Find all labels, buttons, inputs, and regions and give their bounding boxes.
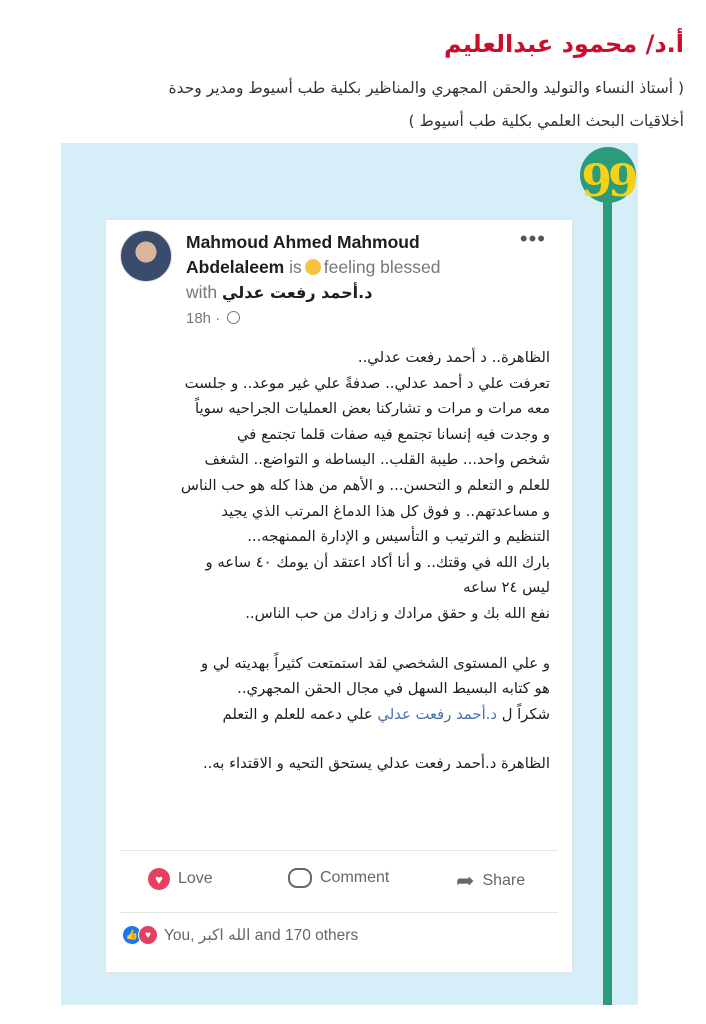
is-text: is <box>289 257 302 277</box>
post-line: و علي المستوى الشخصي لقد استمتعت كثيراً بهديته لي و <box>200 654 550 672</box>
halo-emoji-icon <box>305 259 321 275</box>
author-description-line: أخلاقيات البحث العلمي بكلية طب أسيوط ) <box>408 112 684 130</box>
paragraph-gap <box>110 727 550 751</box>
divider <box>120 850 558 851</box>
heart-icon: ♥ <box>148 868 170 890</box>
share-button[interactable]: ➦ Share <box>456 868 526 893</box>
like-icon: 👍 <box>122 925 142 945</box>
post-line: و وجدت فيه إنسانا تجتمع فيه صفات قلما تجتمع في <box>236 425 550 443</box>
post-line: تعرفت علي د أحمد عدلي.. صدفةً علي غير موعد.. و جلست <box>184 374 550 392</box>
with-text: with <box>186 282 218 302</box>
post-author-name[interactable]: Mahmoud Ahmed Mahmoud Abdelaleem <box>186 232 420 277</box>
avatar[interactable] <box>120 230 172 282</box>
heart-icon: ♥ <box>138 925 158 945</box>
post-line: و مساعدتهم.. و فوق كل هذا الدماغ المرتب الذي يجيد <box>221 502 550 520</box>
feeling-text: feeling blessed <box>323 257 441 277</box>
tagged-friend-link[interactable]: د.أحمد رفعت عدلي <box>377 705 497 723</box>
post-line: هو كتابه البسيط السهل في مجال الحقن المجهري.. <box>237 680 550 698</box>
author-name: أ.د/ محمود عبدالعليم <box>444 30 684 58</box>
post-header <box>186 230 516 305</box>
quote-accent-line <box>603 190 612 1005</box>
reactions-text: You, الله اكبر and 170 others <box>164 926 359 944</box>
post-line: معه مرات و مرات و تشاركنا بعض العمليات الجراحيه سوياً <box>194 400 550 418</box>
post-line: نفع الله بك و حقق مرادك و زادك من حب الناس.. <box>245 604 550 622</box>
post-body <box>110 345 550 777</box>
paragraph-gap <box>110 627 550 651</box>
tagged-friend[interactable]: د.أحمد رفعت عدلي <box>222 283 373 302</box>
divider <box>120 912 558 913</box>
post-line: الظاهرة د.أحمد رفعت عدلي يستحق التحيه و الاقتداء به.. <box>202 755 550 773</box>
globe-icon <box>227 311 240 324</box>
comment-button[interactable]: Comment <box>288 868 389 888</box>
post-line: بارك الله في وقتك.. و أنا أكاد اعتقد أن يومك ٤٠ ساعه و <box>205 553 550 571</box>
post-line: للعلم و التعلم و التحسن... و الأهم من هذا كله هو حب الناس <box>180 476 550 494</box>
facebook-post-card <box>106 220 572 972</box>
reactions-summary[interactable] <box>122 925 358 945</box>
post-line: التنظيم و الترتيب و التأسيس و الإدارة الممنهجه... <box>247 528 550 546</box>
quote-mark-icon: 99 <box>580 147 636 203</box>
share-icon: ➦ <box>456 868 475 893</box>
post-line: ليس ٢٤ ساعه <box>463 579 550 597</box>
post-menu-icon[interactable]: ••• <box>519 226 546 251</box>
post-line: شخص واحد... طيبة القلب.. البساطه و التواضع.. الشغف <box>204 451 550 469</box>
post-line-thanks: شكراً ل د.أحمد رفعت عدلي علي دعمه للعلم و التعلم <box>222 705 550 723</box>
author-description <box>64 72 684 138</box>
comment-icon <box>288 868 312 888</box>
author-description-line: ( أستاذ النساء والتوليد والحقن المجهري والمناظير بكلية طب أسيوط ومدير وحدة <box>168 79 684 97</box>
love-button[interactable]: ♥ Love <box>148 868 213 890</box>
post-line: الظاهرة.. د أحمد رفعت عدلي.. <box>357 349 550 366</box>
post-timestamp[interactable]: 18h · <box>186 310 240 327</box>
